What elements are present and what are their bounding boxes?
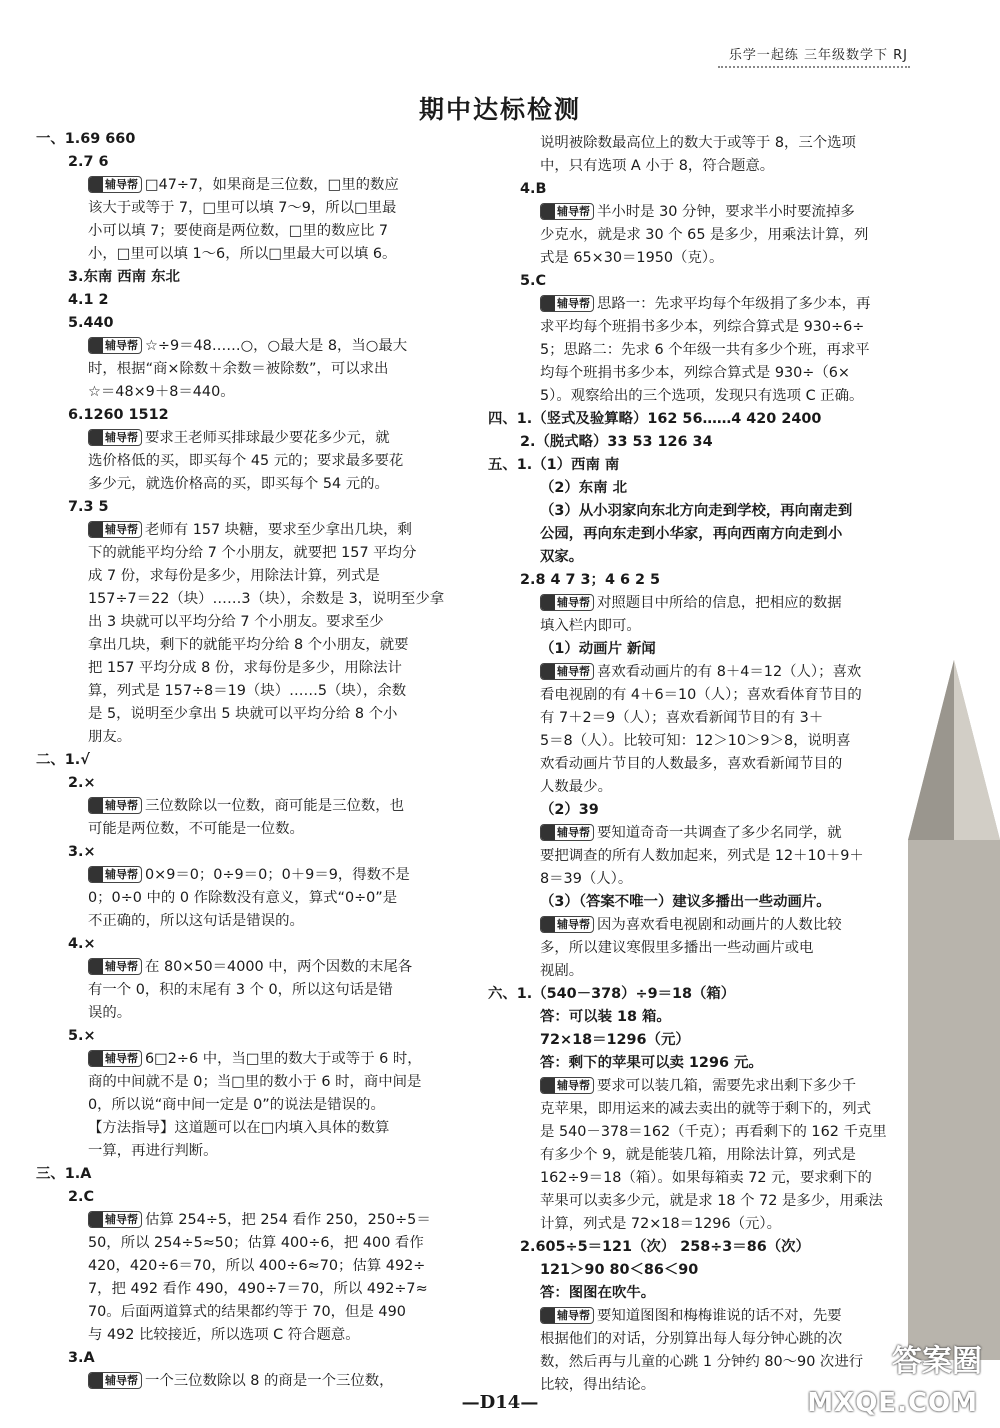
line-text: 三位数除以一位数，商可能是三位数，也 (145, 798, 405, 814)
answer-line (36, 749, 90, 771)
tutor-help-label: 辅导帮 (557, 665, 590, 678)
answer-line (540, 500, 852, 522)
line-text: 要求可以装几箱，需要先求出剩下多少千 (597, 1078, 857, 1094)
explanation-line (540, 1213, 781, 1235)
line-text: 多，所以建议寒假里多播出一些动画片或电 (540, 940, 814, 956)
line-text: （1）动画片 新闻 (540, 641, 656, 657)
tutor-help-badge (540, 295, 594, 312)
answer-line (520, 569, 660, 591)
explanation-line (540, 592, 842, 614)
answer-line (68, 312, 114, 334)
line-text: 2.× (68, 775, 96, 791)
tutor-help-badge (540, 1307, 594, 1324)
explanation-line (540, 707, 823, 729)
explanation-line (88, 887, 397, 909)
line-text: 商的中间就不是 0；当□里的数小于 6 时，商中间是 (88, 1074, 422, 1090)
line-text: 0，所以说“商中间一定是 0”的说法是错误的。 (88, 1097, 385, 1113)
tutor-help-label: 辅导帮 (557, 205, 590, 218)
line-text: 5.× (68, 1028, 96, 1044)
answer-line (488, 983, 735, 1005)
tutor-help-label: 辅导帮 (557, 1079, 590, 1092)
reader-icon (541, 664, 555, 679)
explanation-line (88, 680, 406, 702)
explanation-line (540, 1098, 871, 1120)
line-text: 二、1.√ (36, 752, 90, 768)
line-text: 157÷7＝22（块）……3（块），余数是 3，说明至少拿 (88, 591, 445, 607)
tutor-help-label: 辅导帮 (557, 297, 590, 310)
answer-line (540, 1259, 698, 1281)
line-text: 5.440 (68, 315, 114, 331)
explanation-line (540, 753, 842, 775)
line-text: 苹果可以卖多少元，就是求 18 个 72 是多少，用乘法 (540, 1193, 883, 1209)
explanation-line (540, 868, 632, 890)
explanation-line (540, 1144, 856, 1166)
line-text: 该大于或等于 7，□里可以填 7～9，所以□里最 (88, 200, 397, 216)
line-text: 答：图图在吹牛。 (540, 1285, 656, 1301)
explanation-line (540, 776, 612, 798)
explanation-line (88, 1232, 424, 1254)
line-text: 说明被除数最高位上的数大于或等于 8，三个选项 (540, 135, 856, 151)
line-text: （3）（答案不唯一）建议多播出一些动画片。 (540, 894, 831, 910)
line-text: 对照题目中所给的信息，把相应的数据 (597, 595, 842, 611)
line-text: 一个三位数除以 8 的商是一个三位数， (145, 1373, 394, 1389)
explanation-line (88, 427, 390, 449)
answer-line (488, 408, 821, 430)
tutor-help-label: 辅导帮 (105, 868, 138, 881)
explanation-line (88, 565, 380, 587)
line-text: 小可以填 7；要使商是两位数，□里的数应比 7 (88, 223, 389, 239)
line-text: 5.C (520, 273, 547, 289)
line-text: 4.1 2 (68, 292, 109, 308)
tutor-help-label: 辅导帮 (105, 1052, 138, 1065)
answer-line (540, 1052, 763, 1074)
answer-line (520, 1236, 810, 1258)
line-text: 要把调查的所有人数加起来，列式是 12＋10＋9＋ (540, 848, 864, 864)
answer-line (68, 841, 96, 863)
answer-line (540, 1006, 671, 1028)
explanation-line (88, 657, 402, 679)
reader-icon (89, 522, 103, 537)
line-text: 朋友。 (88, 729, 132, 745)
line-text: 3.A (68, 1350, 95, 1366)
line-text: 克苹果，即用运来的减去卖出的就等于剩下的，列式 (540, 1101, 871, 1117)
explanation-line (88, 956, 412, 978)
line-text: 数，然后再与儿童的心跳 1 分钟约 80～90 次进行 (540, 1354, 864, 1370)
answer-line (540, 799, 599, 821)
explanation-line (540, 155, 774, 177)
line-text: 是 5，说明至少拿出 5 块就可以平均分给 8 个小 (88, 706, 398, 722)
explanation-line (540, 224, 868, 246)
header-dotted-rule (718, 66, 910, 68)
explanation-line (540, 1351, 863, 1373)
line-text: 7，把 492 看作 490，490÷7＝70，所以 492÷7≈ (88, 1281, 428, 1297)
tutor-help-badge (88, 1050, 142, 1067)
line-text: 3.东南 西南 东北 (68, 269, 180, 285)
answer-line (68, 933, 96, 955)
answer-line (68, 1347, 95, 1369)
line-text: 4.B (520, 181, 547, 197)
tutor-help-badge (540, 916, 594, 933)
tutor-help-label: 辅导帮 (105, 960, 138, 973)
line-text: 中，只有选项 A 小于 8，符合题意。 (540, 158, 775, 174)
explanation-line (88, 473, 389, 495)
tutor-help-label: 辅导帮 (105, 799, 138, 812)
answer-line (68, 289, 109, 311)
tutor-help-badge (88, 176, 142, 193)
line-text: 比较，得出结论。 (540, 1377, 656, 1393)
line-text: 有 7＋2＝9（人）；喜欢看新闻节目的有 3＋ (540, 710, 824, 726)
reader-icon (541, 1078, 555, 1093)
explanation-line (88, 358, 388, 380)
tutor-help-badge (540, 594, 594, 611)
explanation-line (88, 519, 412, 541)
line-text: 答：可以装 18 箱。 (540, 1009, 671, 1025)
reader-icon (89, 1051, 103, 1066)
line-text: 视剧。 (540, 963, 584, 979)
explanation-line (88, 243, 396, 265)
line-text: （2）39 (540, 802, 599, 818)
explanation-line (88, 220, 388, 242)
explanation-line (88, 910, 304, 932)
watermark-url: MXQE.COM (807, 1388, 978, 1418)
line-text: 在 80×50＝4000 中，两个因数的末尾各 (145, 959, 413, 975)
reader-icon (89, 1212, 103, 1227)
line-text: 选价格低的买，即买每个 45 元的；要求最多要花 (88, 453, 404, 469)
line-text: 有一个 0，积的末尾有 3 个 0，所以这句话是错 (88, 982, 393, 998)
answer-line (68, 496, 109, 518)
explanation-line (540, 684, 862, 706)
line-text: 72×18＝1296（元） (540, 1032, 690, 1048)
explanation-line (88, 1301, 406, 1323)
line-text: 7.3 5 (68, 499, 109, 515)
line-text: 把 157 平均分成 8 份，求每份是多少，用除法计 (88, 660, 402, 676)
reader-icon (89, 867, 103, 882)
line-text: 要知道图图和梅梅谁说的话不对，先要 (597, 1308, 842, 1324)
reader-icon (89, 430, 103, 445)
line-text: 2.C (68, 1189, 95, 1205)
tutor-help-badge (540, 203, 594, 220)
tutor-help-badge (540, 1077, 594, 1094)
explanation-line (540, 914, 842, 936)
line-text: 2.8 4 7 3；4 6 2 5 (520, 572, 661, 588)
line-text: ☆＝48×9＋8＝440。 (88, 384, 235, 400)
line-text: 5＝8（人）。比较可知：12＞10＞9＞8，说明喜 (540, 733, 851, 749)
line-text: 人数最少。 (540, 779, 612, 795)
line-text: 计算，列式是 72×18＝1296（元）。 (540, 1216, 781, 1232)
explanation-line (88, 1278, 428, 1300)
answer-line (540, 1029, 690, 1051)
line-text: 六、1.（540－378）÷9＝18（箱） (488, 986, 736, 1002)
line-text: 162÷9＝18（箱）。如果每箱卖 72 元，要求剩下的 (540, 1170, 872, 1186)
answer-line (68, 1186, 94, 1208)
explanation-line (88, 1370, 394, 1392)
tutor-help-badge (88, 521, 142, 538)
explanation-line (540, 615, 641, 637)
line-text: 一、1.69 660 (36, 131, 136, 147)
tutor-help-badge (88, 797, 142, 814)
explanation-line (540, 730, 851, 752)
tutor-help-label: 辅导帮 (105, 523, 138, 536)
line-text: 6□2÷6 中，当□里的数大于或等于 6 时， (145, 1051, 422, 1067)
explanation-line (88, 588, 444, 610)
line-text: 喜欢看动画片的有 8＋4＝12（人）；喜欢 (597, 664, 862, 680)
explanation-line (88, 634, 409, 656)
reader-icon (541, 595, 555, 610)
explanation-line (540, 132, 856, 154)
line-text: ☆÷9＝48……○，○最大是 8，当○最大 (145, 338, 408, 354)
line-text: 双家。 (540, 549, 584, 565)
line-text: 式是 65×30＝1950（克）。 (540, 250, 724, 266)
line-text: 思路一：先求平均每个年级捐了多少本，再 (597, 296, 871, 312)
explanation-line (88, 1324, 360, 1346)
tutor-help-label: 辅导帮 (557, 918, 590, 931)
line-text: 与 492 比较接近，所以选项 C 符合题意。 (88, 1327, 360, 1343)
line-text: 不正确的，所以这句话是错误的。 (88, 913, 304, 929)
explanation-line (540, 1190, 883, 1212)
explanation-line (540, 201, 855, 223)
explanation-line (540, 661, 861, 683)
line-text: 可能是两位数，不可能是一位数。 (88, 821, 304, 837)
line-text: 小，□里可以填 1～6，所以□里最大可以填 6。 (88, 246, 397, 262)
explanation-line (88, 1140, 218, 1162)
line-text: 8＝39（人）。 (540, 871, 633, 887)
line-text: 拿出几块，剩下的就能平均分给 8 个小朋友，就要 (88, 637, 409, 653)
tutor-help-badge (88, 866, 142, 883)
explanation-line (540, 937, 813, 959)
line-text: 填入栏内即可。 (540, 618, 641, 634)
explanation-line (88, 1117, 389, 1139)
tutor-help-label: 辅导帮 (105, 1213, 138, 1226)
explanation-line (88, 197, 396, 219)
line-text: 算，列式是 157÷8＝19（块）……5（块），余数 (88, 683, 407, 699)
line-text: 【方法指导】这道题可以在□内填入具体的数算 (88, 1120, 390, 1136)
line-text: 一算，再进行判断。 (88, 1143, 218, 1159)
line-text: 要知道奇奇一共调查了多少名同学，就 (597, 825, 842, 841)
tutor-help-badge (88, 958, 142, 975)
line-text: 根据他们的对话，分别算出每人每分钟心跳的次 (540, 1331, 843, 1347)
line-text: 是 540－378＝162（千克）；再看剩下的 162 千克里 (540, 1124, 887, 1140)
answer-line (68, 404, 169, 426)
answer-line (488, 454, 619, 476)
line-text: 欢看动画片节目的人数最多，喜欢看新闻节目的 (540, 756, 843, 772)
line-text: 2.605÷5＝121（次） 258÷3＝86（次） (520, 1239, 810, 1255)
explanation-line (540, 362, 850, 384)
tutor-help-label: 辅导帮 (557, 596, 590, 609)
page-number: —D14— (461, 1392, 539, 1413)
line-text: 因为喜欢看电视剧和动画片的人数比较 (597, 917, 842, 933)
reader-icon (89, 798, 103, 813)
line-text: 误的。 (88, 1005, 132, 1021)
explanation-line (88, 795, 404, 817)
explanation-line (540, 316, 864, 338)
tutor-help-badge (540, 663, 594, 680)
explanation-line (88, 1255, 425, 1277)
reader-icon (89, 338, 103, 353)
explanation-line (540, 247, 723, 269)
line-text: 看电视剧的有 4＋6＝10（人）；喜欢看体育节目的 (540, 687, 862, 703)
line-text: 均每个班捐书多少本，列综合算式是 930÷（6× (540, 365, 850, 381)
answer-line (520, 431, 713, 453)
tutor-help-badge (88, 1211, 142, 1228)
line-text: 公园，再向东走到小华家，再向西南方向走到小 (540, 526, 843, 542)
line-text: （3）从小羽家向东北方向走到学校，再向南走到 (540, 503, 853, 519)
tutor-help-label: 辅导帮 (105, 178, 138, 191)
explanation-line (88, 450, 403, 472)
reader-icon (541, 296, 555, 311)
explanation-line (88, 381, 235, 403)
explanation-line (88, 703, 397, 725)
tutor-help-badge (88, 429, 142, 446)
reader-icon (89, 177, 103, 192)
answer-line (68, 151, 109, 173)
line-text: 成 7 份，求每份是多少，用除法计算，列式是 (88, 568, 380, 584)
explanation-line (88, 335, 407, 357)
page-header: 乐学一起练 三年级数学下 RJ (728, 48, 908, 63)
reader-icon (541, 917, 555, 932)
explanation-line (88, 864, 410, 886)
answer-line (540, 477, 627, 499)
explanation-line (88, 1048, 422, 1070)
explanation-line (540, 1121, 887, 1143)
line-text: 时，根据“商×除数＋余数＝被除数”，可以求出 (88, 361, 389, 377)
tutor-help-label: 辅导帮 (557, 1309, 590, 1322)
line-text: 5）。观察给出的三个选项，发现只有选项 C 正确。 (540, 388, 864, 404)
line-text: 420，420÷6＝70，所以 400÷6≈70；估算 492÷ (88, 1258, 426, 1274)
line-text: 2.7 6 (68, 154, 109, 170)
line-text: 出 3 块就可以平均分给 7 个小朋友。要求至少 (88, 614, 384, 630)
explanation-line (88, 979, 393, 1001)
answer-line (68, 266, 180, 288)
reader-icon (541, 825, 555, 840)
tutor-help-badge (88, 1372, 142, 1389)
explanation-line (88, 1002, 131, 1024)
explanation-line (540, 1305, 842, 1327)
line-text: 求平均每个班捐书多少本，列综合算式是 930÷6÷ (540, 319, 865, 335)
tutor-help-label: 辅导帮 (105, 431, 138, 444)
tutor-help-label: 辅导帮 (105, 339, 138, 352)
line-text: 有多少个 9，就是能装几箱，用除法计算，列式是 (540, 1147, 856, 1163)
line-text: 70。后面两道算式的结果都约等于 70，但是 490 (88, 1304, 406, 1320)
page-title: 期中达标检测 (418, 95, 581, 124)
line-text: 121＞90 80＜86＜90 (540, 1262, 699, 1278)
reader-icon (89, 1373, 103, 1388)
answer-line (68, 772, 96, 794)
line-text: 多少元，就选价格高的买，即买每个 54 元的。 (88, 476, 389, 492)
line-text: 少克水，就是求 30 个 65 是多少，用乘法计算，列 (540, 227, 869, 243)
answer-line (36, 1163, 91, 1185)
line-text: 0×9＝0；0÷9＝0；0＋9＝9，得数不是 (145, 867, 410, 883)
line-text: 答：剩下的苹果可以卖 1296 元。 (540, 1055, 763, 1071)
reader-icon (541, 1308, 555, 1323)
explanation-line (88, 1094, 385, 1116)
line-text: 2.（脱式略）33 53 126 34 (520, 434, 713, 450)
reader-icon (541, 204, 555, 219)
explanation-line (88, 818, 304, 840)
explanation-line (88, 1209, 431, 1231)
tutor-help-badge (540, 824, 594, 841)
explanation-line (88, 542, 416, 564)
line-text: 估算 254÷5，把 254 看作 250，250÷5＝ (145, 1212, 431, 1228)
explanation-line (540, 385, 863, 407)
explanation-line (88, 1071, 421, 1093)
line-text: （2）东南 北 (540, 480, 627, 496)
explanation-line (88, 726, 131, 748)
reader-icon (89, 959, 103, 974)
answer-line (540, 891, 831, 913)
answer-line (540, 1282, 655, 1304)
line-text: 4.× (68, 936, 96, 952)
explanation-line (88, 611, 384, 633)
line-text: 下的就能平均分给 7 个小朋友，就要把 157 平均分 (88, 545, 417, 561)
line-text: 50，所以 254÷5≈50；估算 400÷6，把 400 看作 (88, 1235, 424, 1251)
answer-line (540, 546, 583, 568)
answer-line (540, 523, 842, 545)
explanation-line (88, 174, 399, 196)
answer-line (540, 638, 656, 660)
line-text: 3.× (68, 844, 96, 860)
tutor-help-label: 辅导帮 (105, 1374, 138, 1387)
line-text: 五、1.（1）西南 南 (488, 457, 620, 473)
line-text: 0；0÷0 中的 0 作除数没有意义，算式“0÷0”是 (88, 890, 398, 906)
explanation-line (540, 1167, 872, 1189)
explanation-line (540, 845, 864, 867)
explanation-line (540, 339, 870, 361)
line-text: 老师有 157 块糖，要求至少拿出几块，剩 (145, 522, 412, 538)
line-text: 5；思路二：先求 6 个年级一共有多少个班，再求平 (540, 342, 870, 358)
line-text: 6.1260 1512 (68, 407, 169, 423)
answer-line (520, 270, 546, 292)
line-text: 四、1.（竖式及验算略）162 56……4 420 2400 (488, 411, 822, 427)
tutor-help-badge (88, 337, 142, 354)
explanation-line (540, 1075, 856, 1097)
explanation-line (540, 1328, 842, 1350)
answer-line (68, 1025, 96, 1047)
watermark-logo: 答案圈 (892, 1344, 982, 1379)
tutor-help-label: 辅导帮 (557, 826, 590, 839)
explanation-line (540, 960, 583, 982)
line-text: 要求王老师买排球最少要花多少元，就 (145, 430, 390, 446)
line-text: 半小时是 30 分钟，要求半小时要流掉多 (597, 204, 855, 220)
pencil-decoration (908, 660, 1000, 1360)
line-text: 三、1.A (36, 1166, 92, 1182)
explanation-line (540, 822, 842, 844)
line-text: □47÷7，如果商是三位数，□里的数应 (145, 177, 399, 193)
answer-line (36, 128, 135, 150)
answer-line (520, 178, 546, 200)
explanation-line (540, 293, 870, 315)
